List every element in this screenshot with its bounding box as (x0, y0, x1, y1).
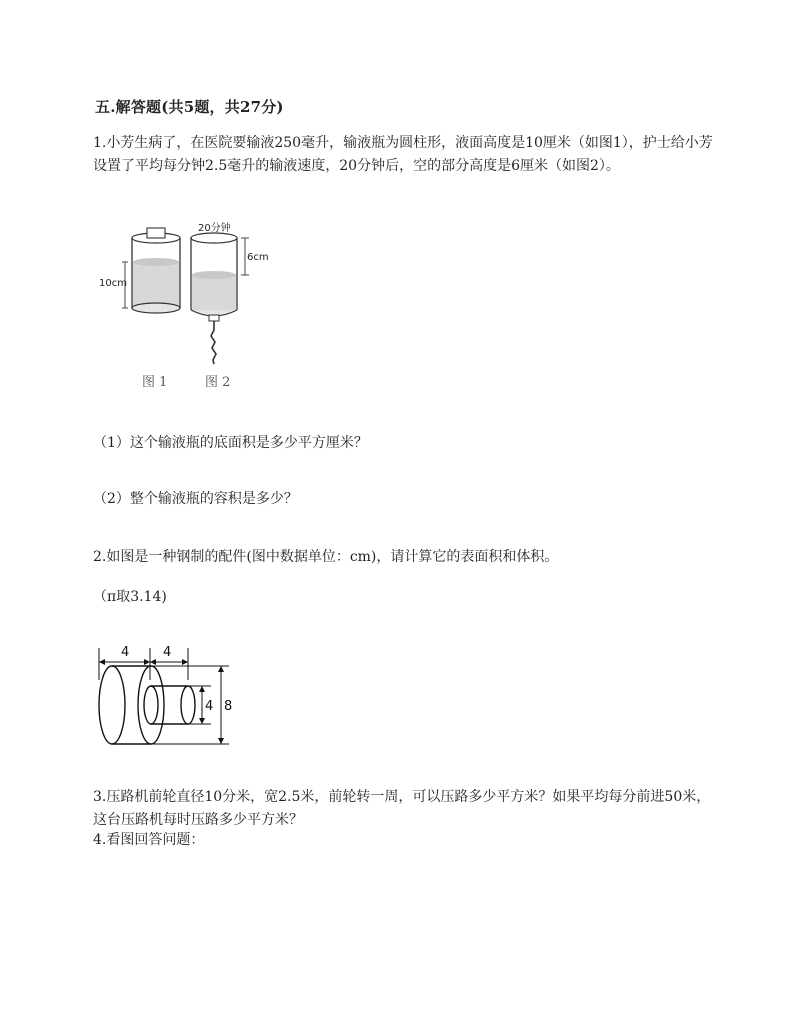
question-4-text: 4.看图回答问题： (93, 832, 205, 848)
label-20min: 20分钟 (198, 223, 231, 234)
dim-outer-diameter: 8 (224, 699, 233, 714)
question-2-pi-note: （π取3.14) (93, 589, 167, 605)
question-1-sub-1: （1）这个输液瓶的底面积是多少平方厘米？ (93, 435, 368, 451)
dim-length-1: 4 (121, 645, 130, 660)
question-2-text: 2.如图是一种钢制的配件(图中数据单位：cm)，请计算它的表面积和体积。 (93, 549, 559, 565)
label-10cm: 10cm (99, 278, 127, 289)
dim-inner-diameter: 4 (205, 699, 214, 714)
question-1-sub-2: （2）整个输液瓶的容积是多少？ (93, 491, 298, 507)
iv-bottle-figure (95, 218, 275, 398)
label-6cm: 6cm (247, 252, 269, 263)
caption-fig-1: 图 1 (142, 375, 168, 390)
caption-fig-2: 图 2 (205, 375, 231, 390)
question-1-text: 1.小芳生病了，在医院要输液250毫升，输液瓶为圆柱形，液面高度是10厘米（如图1），护士给小芳设置了平均每分钟2.5毫升的输液速度，20分钟后，空的部分高度是6厘米（如图2）。 (93, 135, 713, 174)
dim-length-2: 4 (163, 645, 172, 660)
question-3-text: 3.压路机前轮直径10分米，宽2.5米，前轮转一周，可以压路多少平方米？如果平均每分前进50米，这台压路机每时压路多少平方米？ (93, 789, 711, 828)
steel-part-figure (95, 640, 245, 755)
section-title: 五.解答题(共5题，共27分) (95, 98, 284, 116)
